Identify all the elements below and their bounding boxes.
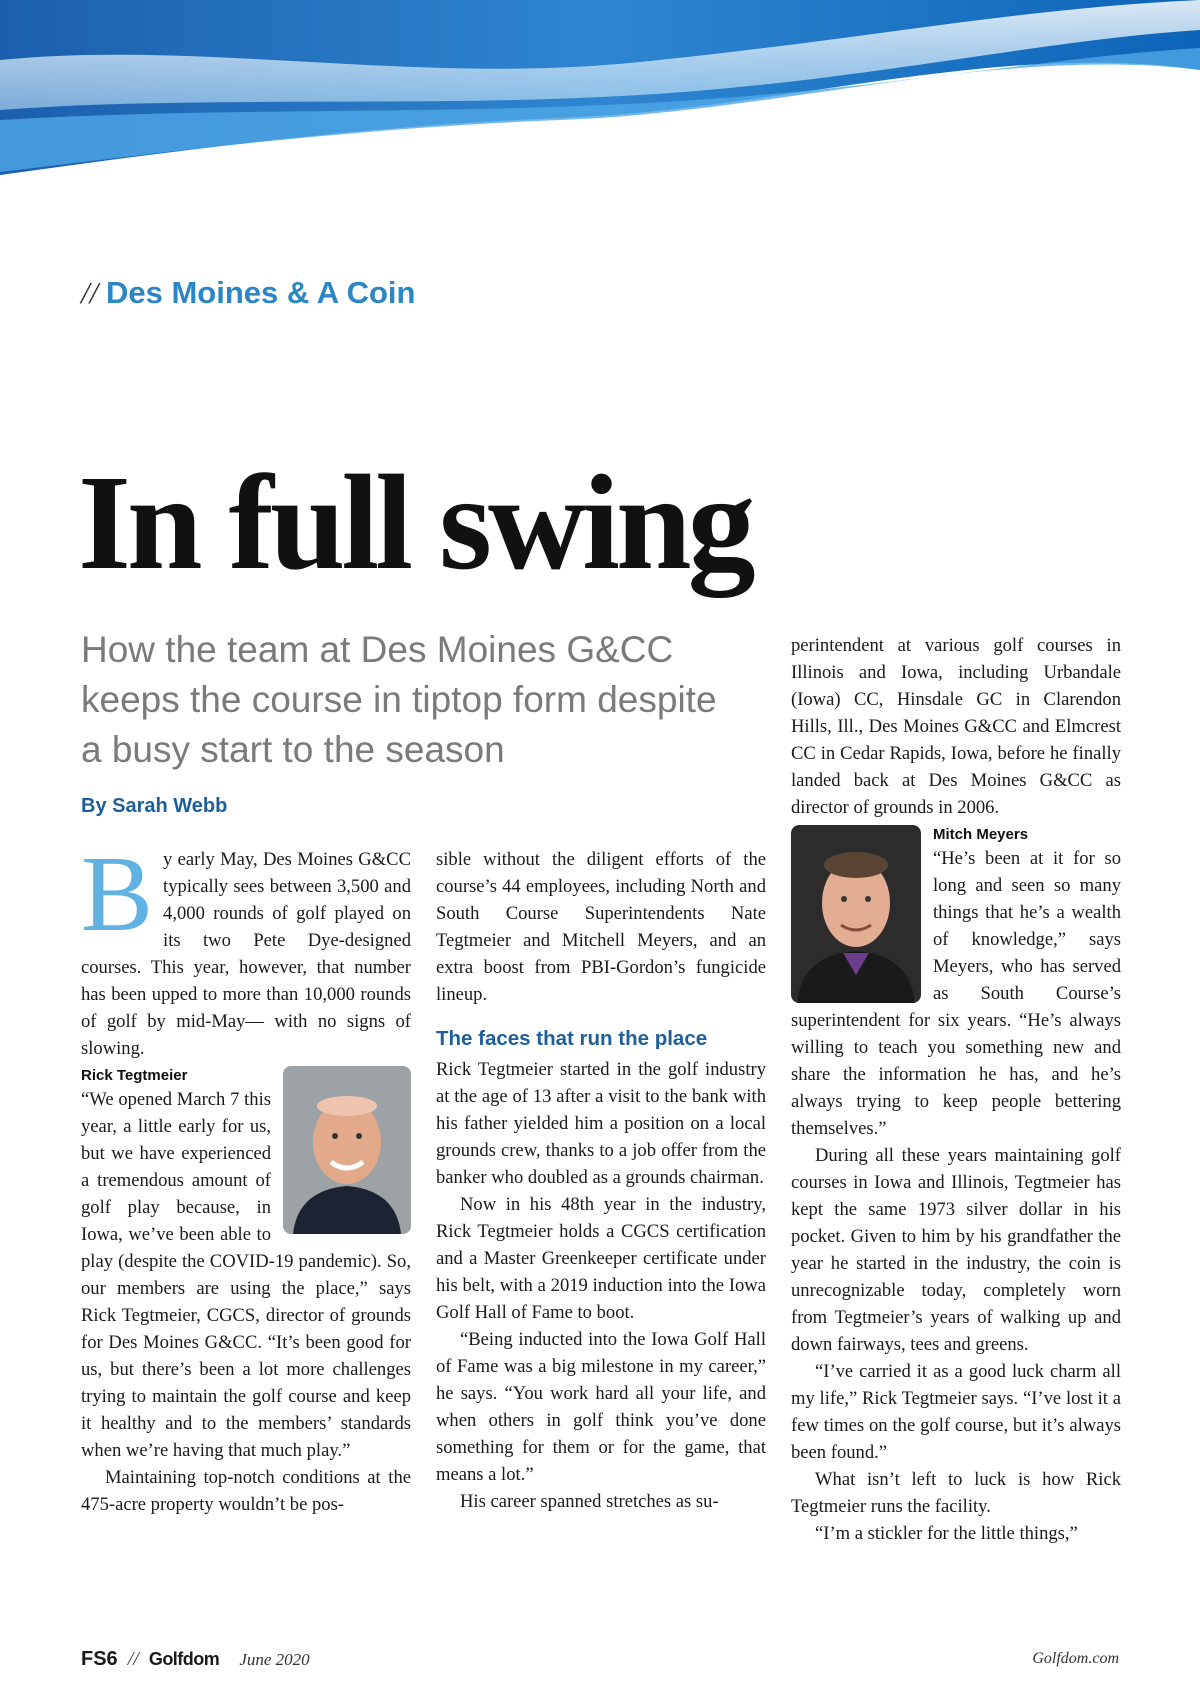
- magazine-name: Golfdom: [148, 1649, 220, 1669]
- article-paragraph: “I’m a stickler for the little things,”: [815, 1523, 1078, 1544]
- article-headline: In full swing: [78, 448, 752, 598]
- article-paragraph: Rick Tegtmeier started in the golf industry at the age of 13 after a visit to the bank with his father yielded him a position on a local grounds crew, thanks to a job offer from the banker who doubled as a grounds chairman.: [436, 1059, 766, 1188]
- article-subhead: The faces that run the place: [436, 1027, 708, 1050]
- footer-separator: //: [127, 1648, 139, 1670]
- article-paragraph: Maintaining top-notch conditions at the 475-acre property wouldn’t be pos-: [81, 1467, 411, 1515]
- mitch-meyers-photo: [791, 825, 921, 1003]
- drop-cap: B: [81, 835, 154, 954]
- header-wave-banner: [0, 0, 1200, 190]
- article-paragraph: perintendent at various golf courses in Illinois and Iowa, including Urbandale (Iowa) CC, Hinsdale GC in Clarendon Hills, Ill., Des Moines G&CC and Elmcrest CC in Cedar Rapids, Iowa, before he finally landed back at Des Moines G&CC as director of grounds in 2006.: [791, 635, 1121, 818]
- page-footer: [81, 1648, 1119, 1678]
- article-column-1: By early May, Des Moines G&CC typically sees between 3,500 and 4,000 rounds of golf played on its two Pete Dye-designed courses. This year, however, that number has been upped to more than 10,000 rounds of golf by mid-May— with no signs of slowing. Rick Tegtmeier “We opened March 7 this year, a little early for us, but we have experienced a tremendous amount of golf play because, in Iowa, we’ve been able to play (despite the COVID-19 pandemic). So, our members are using the place,” says Rick Tegtmeier, CGCS, director of grounds for Des Moines G&CC. “It’s been good for us, but there’s been a lot more challenges trying to maintain the golf course and keep it healthy and to the members’ standards when we’re having that much play.” Maintaining top-notch conditions at the 475-acre property wouldn’t be pos-: [81, 846, 411, 1518]
- rick-photo-caption: Rick Tegtmeier: [81, 1067, 188, 1084]
- mitch-photo-caption: Mitch Meyers: [933, 826, 1029, 843]
- article-paragraph: What isn’t left to luck is how Rick Tegtmeier runs the facility.: [791, 1469, 1121, 1517]
- rick-portrait-image: [283, 1066, 411, 1234]
- article-byline: By Sarah Webb: [81, 795, 228, 817]
- article-paragraph: During all these years maintaining golf courses in Iowa and Illinois, Tegtmeier has kept the same 1973 silver dollar in his pocket. Given to him by his grandfather the year he started in the industry, the coin is unrecognizable today, completely worn from Tegtmeier’s years of walking up and down fairways, tees and greens.: [791, 1145, 1121, 1355]
- issue-date: June 2020: [239, 1650, 310, 1669]
- article-paragraph: His career spanned stretches as su-: [460, 1491, 719, 1512]
- article-paragraph: “Being inducted into the Iowa Golf Hall of Fame was a big milestone in my career,” he says. “You work hard all your life, and when others in golf think you’ve done something for them or for the game, that means a lot.”: [436, 1329, 766, 1485]
- mitch-portrait-image: [791, 825, 921, 1003]
- article-dek: How the team at Des Moines G&CC keeps the course in tiptop form despite a busy start to the season: [81, 629, 717, 770]
- article-paragraph: Now in his 48th year in the industry, Rick Tegtmeier holds a CGCS certification and a Master Greenkeeper certificate under his belt, with a 2019 induction into the Iowa Golf Hall of Fame to boot.: [436, 1194, 766, 1323]
- article-paragraph: By early May, Des Moines G&CC typically sees between 3,500 and 4,000 rounds of golf played on its two Pete Dye-designed courses. This year, however, that number has been upped to more than 10,000 rounds of golf by mid-May— with no signs of slowing.: [81, 835, 411, 1059]
- section-slashes: //: [81, 275, 99, 310]
- article-column-2: [436, 846, 766, 1515]
- article-paragraph: “I’ve carried it as a good luck charm all my life,” Rick Tegtmeier says. “I’ve lost it a few times on the golf course, but it’s always been found.”: [791, 1361, 1121, 1463]
- article-column-3: perintendent at various golf courses in Illinois and Iowa, including Urbandale (Iowa) CC, Hinsdale GC in Clarendon Hills, Ill., Des Moines G&CC and Elmcrest CC in Cedar Rapids, Iowa, before he finally landed back at Des Moines G&CC as director of grounds in 2006. Mitch Meyers “He’s been at it for so long and seen so many things that he’s a wealth of knowledge,” says Meyers, who has served as South Course’s superintendent for six years. “He’s always willing to teach you something new and share the information he has, and he’s always trying to keep people bettering themselves.” During all these years maintaining golf courses in Iowa and Illinois, Tegtmeier has kept the same 1973 silver dollar in his pocket. Given to him by his grandfather the year he started in the industry, the coin is unrecognizable today, completely worn from Tegtmeier’s years of walking up and down fairways, tees and greens. “I’ve carried it as a good luck charm all my life,” Rick Tegtmeier says. “I’ve lost it a few times on the golf course, but it’s always been found.” What isn’t left to luck is how Rick Tegtmeier runs the facility. “I’m a stickler for the little things,”: [791, 632, 1121, 1547]
- website-url: Golfdom.com: [1032, 1650, 1119, 1667]
- rick-tegtmeier-photo: [283, 1066, 411, 1234]
- page-folio: FS6: [81, 1648, 118, 1670]
- section-tag: [81, 275, 415, 311]
- article-paragraph: sible without the diligent efforts of the course’s 44 employees, including North and South Course Superintendents Nate Tegtmeier and Mitchell Meyers, and an extra boost from PBI-Gordon’s fungicide lineup.: [436, 849, 766, 1005]
- section-name: Des Moines & A Coin: [105, 275, 416, 310]
